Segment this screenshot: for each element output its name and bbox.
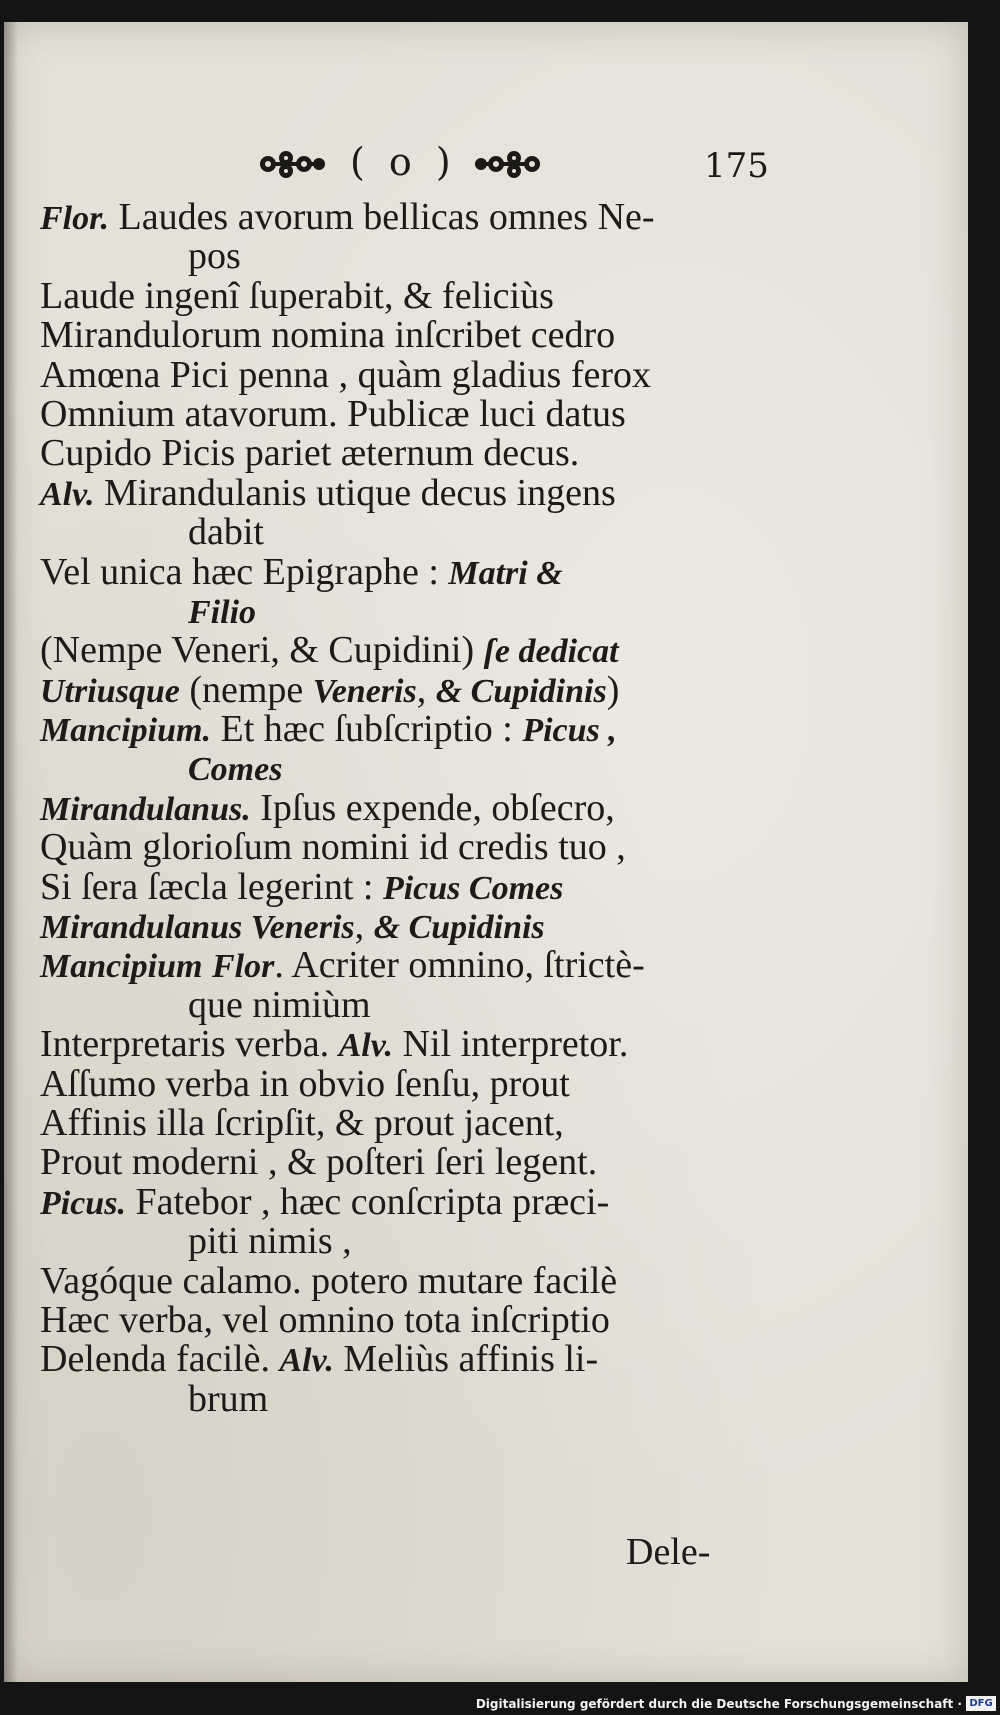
text-line <box>40 1259 770 1302</box>
italic-text: & Cupidinis <box>435 672 607 710</box>
roman-text <box>202 944 212 986</box>
italic-text: Picus. <box>40 1184 126 1222</box>
roman-text: Affinis illa ſcripſit, & prout jacent, <box>40 1101 564 1144</box>
roman-text: Aſſumo verba in obvio ſenſu, prout <box>40 1062 570 1105</box>
text-line <box>40 1101 770 1144</box>
text-line <box>40 353 770 396</box>
italic-text: Mirandulanus. <box>40 790 251 828</box>
roman-text: Quàm glorioſum nomini id credis tuo , <box>40 826 626 869</box>
book-page <box>4 22 968 1682</box>
italic-text: Comes <box>188 751 283 789</box>
text-line <box>40 631 770 670</box>
roman-text: Vel unica hæc Epigraphe : <box>40 550 449 593</box>
italic-text: Picus , <box>522 712 617 750</box>
text-line <box>40 1025 770 1064</box>
roman-text: . Acriter omnino, ſtrictè- <box>274 944 645 987</box>
page-binding-shadow <box>4 22 18 1682</box>
roman-text: Vagóque calamo. potero mutare facilè <box>40 1259 618 1302</box>
catchword: Dele- <box>626 1531 711 1573</box>
text-line <box>40 749 770 788</box>
running-header <box>4 140 968 200</box>
text-line <box>40 1180 770 1223</box>
roman-text: ) <box>606 668 620 711</box>
text-line <box>40 907 770 946</box>
italic-text: Picus Comes <box>382 869 564 907</box>
text-line <box>40 1222 770 1261</box>
roman-text: Mirandulorum nomina inſcribet cedro <box>40 314 616 357</box>
roman-text: Nil interpretor. <box>393 1023 629 1066</box>
dfg-logo: DFG <box>966 1696 996 1711</box>
roman-text: Delenda facilè. <box>40 1338 280 1381</box>
text-line <box>40 1377 770 1420</box>
text-line <box>40 710 770 749</box>
italic-text: Alv. <box>40 475 95 513</box>
roman-text: dabit <box>188 511 264 554</box>
text-line <box>40 1340 770 1379</box>
page-number: 175 <box>704 146 769 186</box>
text-line <box>40 316 770 355</box>
roman-text: Amœna Pici penna , quàm gladius ferox <box>40 353 652 396</box>
roman-text: Laudes avorum bellicas omnes Ne- <box>108 196 655 238</box>
roman-text: brum <box>188 1377 269 1420</box>
italic-text: Matri & <box>448 554 563 592</box>
text-line <box>40 1143 770 1182</box>
roman-text: , <box>416 668 436 711</box>
roman-text: (Nempe Veneri, & Cupidini) <box>40 629 484 672</box>
roman-text: Laude ingenî ſuperabit, & feliciùs <box>40 274 554 317</box>
roman-text: Cupido Picis pariet æternum decus. <box>40 432 580 475</box>
text-line <box>40 828 770 867</box>
text-line <box>40 550 770 593</box>
italic-text: Mancipium <box>40 948 203 986</box>
roman-text: piti nimis , <box>188 1220 352 1263</box>
text-line <box>40 513 770 552</box>
verse-dialogue-text <box>40 198 770 1419</box>
italic-text: Flor <box>211 948 275 986</box>
italic-text: Mancipium. <box>40 712 211 750</box>
text-line <box>40 592 770 631</box>
roman-text: Prout moderni , & poſteri ſeri legent. <box>40 1141 598 1184</box>
roman-text: Si ſera ſæcla legerint : <box>40 865 383 908</box>
roman-text: Omnium atavorum. Publicæ luci datus <box>40 392 626 435</box>
text-line <box>40 1298 770 1341</box>
page-marker: ( o ) <box>350 140 457 184</box>
italic-text: & Cupidinis <box>373 909 545 947</box>
text-line <box>40 668 770 711</box>
roman-text: Et hæc ſubſcriptio : <box>210 708 523 751</box>
text-line <box>40 392 770 435</box>
italic-text: Flor. <box>40 200 109 237</box>
text-line <box>40 1062 770 1105</box>
text-line <box>40 198 770 237</box>
italic-text: Alv. <box>338 1027 394 1065</box>
roman-text: Fatebor , hæc conſcripta præci- <box>125 1180 610 1223</box>
roman-text: pos <box>188 235 241 278</box>
text-line <box>40 865 770 908</box>
italic-text: Filio <box>188 593 257 631</box>
text-line <box>40 786 770 829</box>
roman-text: Meliùs affinis li- <box>333 1338 599 1381</box>
italic-text: Alv. <box>279 1342 334 1380</box>
text-line <box>40 471 770 514</box>
fleuron-ornament-left-icon <box>256 144 328 184</box>
italic-text: Utriusque <box>40 672 180 710</box>
roman-text: Ipſus expende, obſecro, <box>250 786 615 829</box>
text-line <box>40 983 770 1026</box>
roman-text: que nimiùm <box>188 983 371 1026</box>
text-line <box>40 237 770 276</box>
text-line <box>40 274 770 317</box>
text-line <box>40 946 770 985</box>
roman-text: Interpretaris verba. <box>40 1023 339 1066</box>
roman-text: Mirandulanis utique decus ingens <box>94 471 616 514</box>
italic-text: Mirandulanus Veneris <box>40 909 355 947</box>
roman-text: , <box>354 905 374 948</box>
text-line <box>40 434 770 473</box>
digitization-footer <box>0 1693 1000 1715</box>
italic-text: ſe dedicat <box>483 633 619 671</box>
roman-text: (nempe <box>179 668 313 711</box>
italic-text: Veneris <box>312 672 417 710</box>
roman-text: Hæc verba, vel omnino tota inſcriptio <box>40 1298 610 1341</box>
fleuron-ornament-right-icon <box>472 144 544 184</box>
funding-credit: Digitalisierung gefördert durch die Deutsche Forschungsgemeinschaft · <box>475 1697 962 1711</box>
